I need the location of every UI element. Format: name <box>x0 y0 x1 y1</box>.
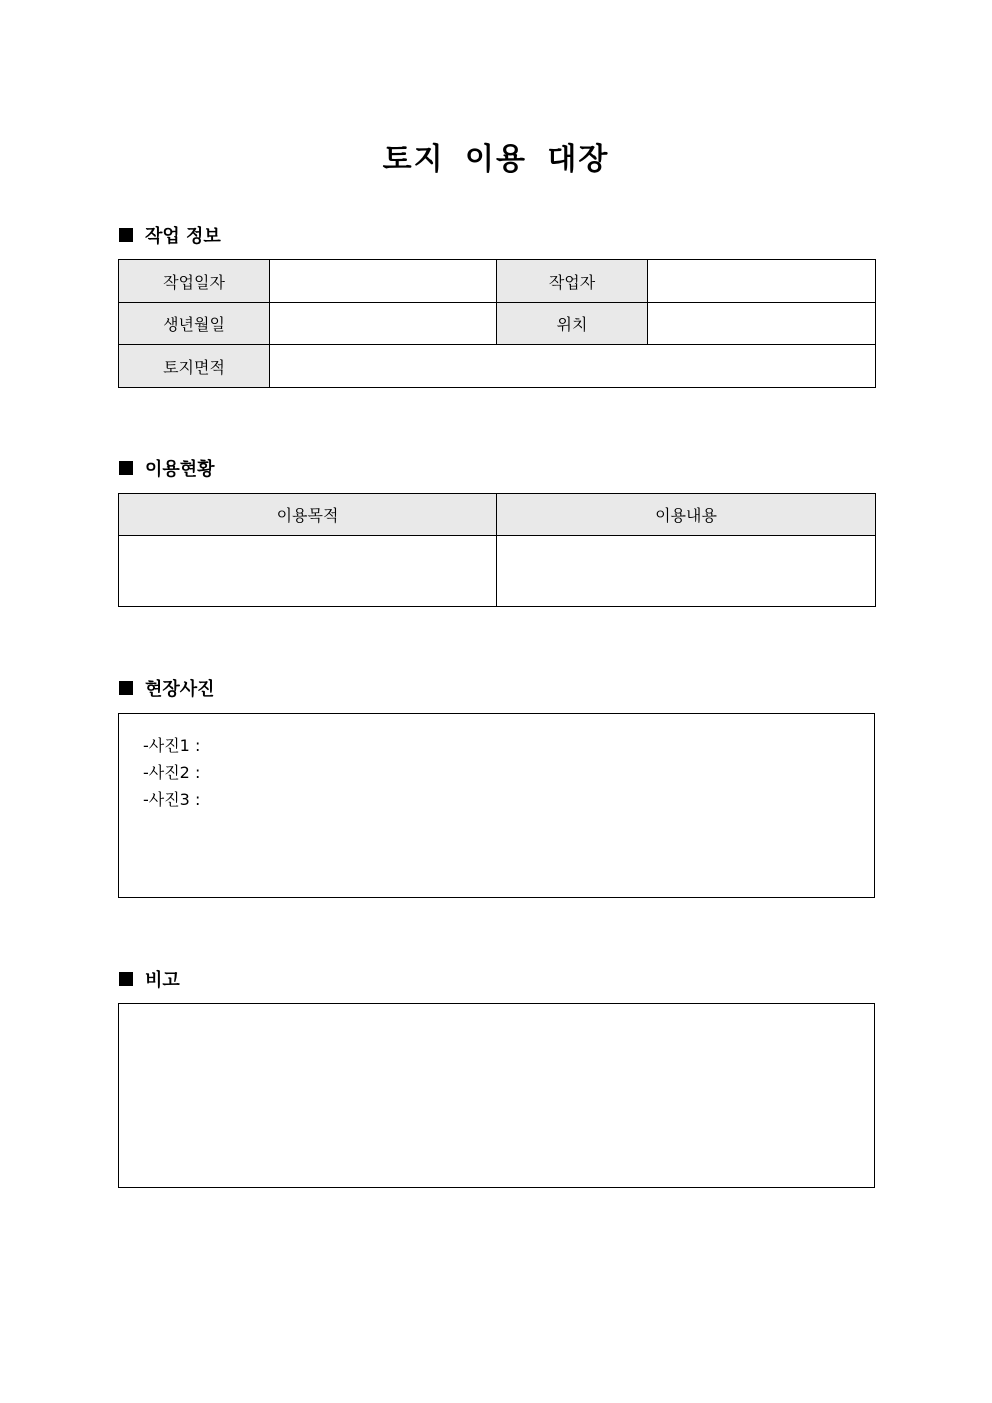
section-heading-label: 비고 <box>145 970 180 991</box>
section-heading-label: 작업 정보 <box>145 226 221 247</box>
section-heading-work-info <box>119 223 221 247</box>
field-land-area[interactable] <box>270 345 876 388</box>
label-land-area: 토지면적 <box>119 345 270 388</box>
section-heading-label: 이용현황 <box>145 459 215 480</box>
photo-item-3: -사진3 : <box>143 790 201 809</box>
field-location[interactable] <box>648 303 876 345</box>
square-bullet-icon <box>119 228 133 242</box>
label-work-date: 작업일자 <box>119 260 270 303</box>
square-bullet-icon <box>119 681 133 695</box>
header-usage-purpose: 이용목적 <box>119 494 497 536</box>
photo-list <box>119 714 874 813</box>
site-photos-box[interactable] <box>118 713 875 898</box>
section-heading-label: 현장사진 <box>145 679 215 700</box>
photo-item-1: -사진1 : <box>143 736 201 755</box>
usage-status-table <box>118 493 876 607</box>
work-info-table <box>118 259 876 388</box>
field-birth-date[interactable] <box>270 303 497 345</box>
field-worker[interactable] <box>648 260 876 303</box>
field-usage-content[interactable] <box>497 536 876 607</box>
label-birth-date: 생년월일 <box>119 303 270 345</box>
section-heading-usage-status <box>119 456 215 480</box>
label-worker: 작업자 <box>497 260 648 303</box>
section-heading-remarks <box>119 967 180 991</box>
field-work-date[interactable] <box>270 260 497 303</box>
field-usage-purpose[interactable] <box>119 536 497 607</box>
header-usage-content: 이용내용 <box>497 494 876 536</box>
square-bullet-icon <box>119 972 133 986</box>
square-bullet-icon <box>119 461 133 475</box>
label-location: 위치 <box>497 303 648 345</box>
remarks-box[interactable] <box>118 1003 875 1188</box>
photo-item-2: -사진2 : <box>143 763 201 782</box>
document-title: 토지 이용 대장 <box>382 142 610 177</box>
section-heading-site-photos <box>119 676 215 700</box>
